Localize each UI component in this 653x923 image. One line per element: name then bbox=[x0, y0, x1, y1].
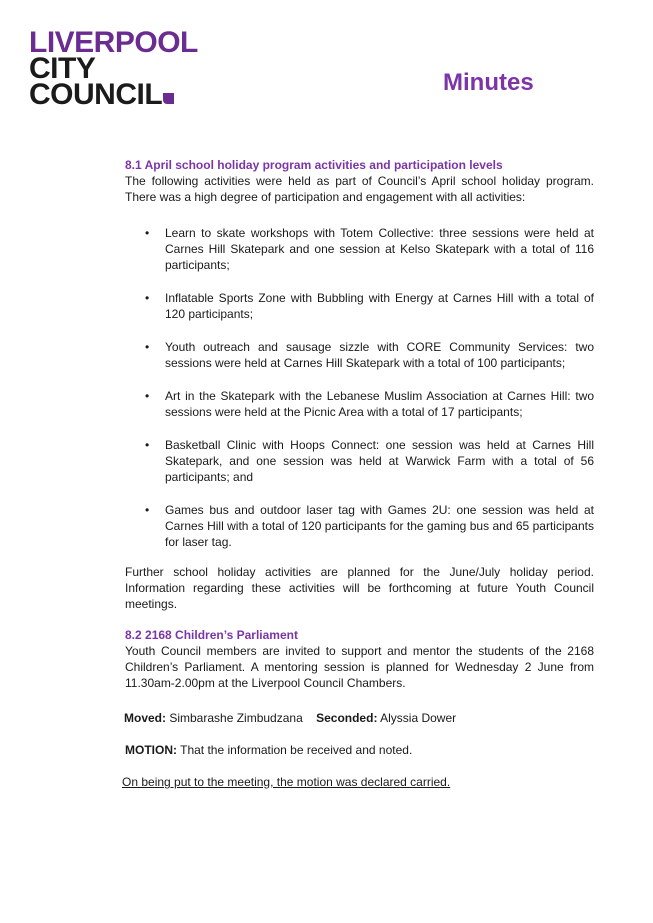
motion-carried-statement: On being put to the meeting, the motion was declared carried. bbox=[122, 775, 451, 789]
list-item-text: Basketball Clinic with Hoops Connect: one session was held at Carnes Hill Skatepark, and one session was held at Warwick Farm with a total of 56 participants; and bbox=[165, 438, 594, 484]
seconded-label: Seconded: bbox=[316, 711, 378, 725]
bullet-icon: • bbox=[145, 340, 150, 354]
section-8-2-body: Youth Council members are invited to support and mentor the students of the 2168 Children’s Parliament. A mentoring session is planned for Wednesday 2 June from 11.30am-2.00pm at the Liverpool Council Chambers. bbox=[125, 644, 594, 690]
bullet-icon: • bbox=[145, 291, 150, 305]
list-item-text: Art in the Skatepark with the Lebanese Muslim Association at Carnes Hill: two sessions were held at the Picnic Area with a total of 17 participants; bbox=[165, 389, 594, 419]
list-item bbox=[125, 225, 594, 273]
section-heading-8-2: 8.2 2168 Children’s Parliament bbox=[125, 628, 298, 642]
motion-label: MOTION: bbox=[125, 743, 177, 757]
moved-name: Simbarashe Zimbudzana bbox=[169, 711, 303, 725]
list-item bbox=[125, 339, 594, 371]
list-item bbox=[125, 502, 594, 550]
activities-list bbox=[125, 225, 594, 550]
moved-label: Moved: bbox=[124, 711, 166, 725]
document-body bbox=[122, 157, 594, 790]
section-8-1-closing: Further school holiday activities are planned for the June/July holiday period. Information regarding these activities will be forthcoming at future Youth Council meetings. bbox=[125, 565, 594, 611]
moved-seconded-line bbox=[124, 710, 594, 726]
list-item-text: Learn to skate workshops with Totem Collective: three sessions were held at Carnes Hill Skatepark and one session at Kelso Skatepark with a total of 116 participants; bbox=[165, 226, 594, 272]
logo-line-2: CITY bbox=[29, 52, 96, 85]
seconded-name: Alyssia Dower bbox=[380, 711, 457, 725]
section-heading-8-1: 8.1 April school holiday program activities and participation levels bbox=[125, 158, 503, 172]
motion-text: That the information be received and noted. bbox=[180, 743, 413, 757]
logo-mark-icon bbox=[163, 93, 174, 104]
liverpool-city-council-logo bbox=[29, 26, 198, 111]
bullet-icon: • bbox=[145, 226, 150, 240]
list-item bbox=[125, 290, 594, 322]
bullet-icon: • bbox=[145, 438, 150, 452]
motion-line bbox=[125, 742, 594, 758]
logo-line-3 bbox=[29, 78, 198, 111]
bullet-icon: • bbox=[145, 503, 150, 517]
list-item-text: Games bus and outdoor laser tag with Games 2U: one session was held at Carnes Hill with a total of 120 participants for the gaming bus and 65 participants for laser tag. bbox=[165, 503, 594, 549]
list-item-text: Inflatable Sports Zone with Bubbling with Energy at Carnes Hill with a total of 120 participants; bbox=[165, 291, 594, 321]
list-item-text: Youth outreach and sausage sizzle with CORE Community Services: two sessions were held at Carnes Hill Skatepark with a total of 100 participants; bbox=[165, 340, 594, 370]
logo-line-1: LIVERPOOL bbox=[29, 26, 198, 59]
list-item bbox=[125, 437, 594, 485]
list-item bbox=[125, 388, 594, 420]
section-8-1-intro: The following activities were held as part of Council’s April school holiday program. There was a high degree of participation and engagement with all activities: bbox=[125, 174, 594, 204]
document-title: Minutes bbox=[443, 69, 534, 96]
logo-line-3-text: COUNCIL bbox=[29, 78, 163, 111]
bullet-icon: • bbox=[145, 389, 150, 403]
